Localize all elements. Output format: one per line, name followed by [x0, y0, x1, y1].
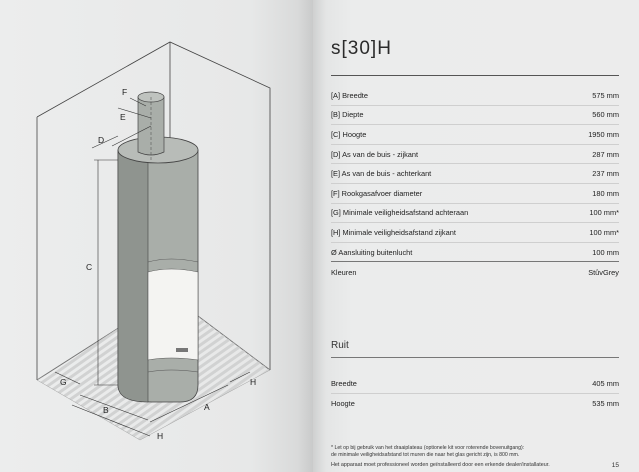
spec-row [331, 125, 619, 145]
spec-row [331, 106, 619, 126]
spec-row [331, 243, 619, 263]
spec-label: [B] Diepte [331, 110, 364, 120]
page-footer [331, 462, 619, 469]
spec-value: 575 mm [592, 90, 619, 100]
spec-value: 560 mm [592, 110, 619, 120]
spec-label: [H] Minimale veiligheidsafstand zijkant [331, 227, 456, 237]
title-divider [331, 75, 619, 76]
ruit-row [331, 394, 619, 414]
ruit-label: Breedte [331, 378, 357, 388]
stove [118, 137, 198, 402]
model-title: s[30]H [331, 38, 392, 59]
label-h-side: H [250, 377, 257, 387]
ruit-label: Hoogte [331, 398, 355, 408]
ruit-value: 405 mm [592, 378, 619, 388]
spec-label: [F] Rookgasafvoer diameter [331, 188, 423, 198]
spec-row [331, 164, 619, 184]
footnote-line: de minimale veiligheidsafstand tot muren die naar het glas gericht zijn, is 800 mm. [331, 451, 520, 458]
stove-installation-diagram [0, 0, 313, 472]
spec-value: 100 mm [592, 247, 619, 257]
spec-label: [D] As van de buis - zijkant [331, 149, 419, 159]
spec-table [331, 86, 619, 282]
spec-label: [E] As van de buis - achterkant [331, 169, 432, 179]
label-b: B [103, 405, 109, 415]
spec-row [331, 86, 619, 106]
footer-text: Het apparaat moet professioneel worden geïnstalleerd door een erkende dealer/installateur. [331, 462, 550, 468]
label-e: E [120, 112, 126, 122]
label-h-front: H [157, 431, 164, 441]
label-d: D [98, 135, 105, 145]
spec-label: [C] Hoogte [331, 129, 367, 139]
spec-value: 100 mm* [589, 227, 619, 237]
spec-row [331, 145, 619, 165]
spec-value: 237 mm [592, 169, 619, 179]
ruit-value: 535 mm [592, 398, 619, 408]
spec-label: Ø Aansluiting buitenlucht [331, 247, 413, 257]
spec-value: 180 mm [592, 188, 619, 198]
label-g: G [60, 377, 67, 387]
spec-value: 1950 mm [588, 129, 619, 139]
spec-label: Kleuren [331, 267, 357, 277]
spec-label: [A] Breedte [331, 90, 368, 100]
ruit-title: Ruit [331, 340, 349, 351]
spec-value: 100 mm* [589, 208, 619, 218]
label-a: A [204, 402, 210, 412]
page-number: 15 [611, 462, 619, 469]
label-f: F [122, 87, 128, 97]
label-c: C [86, 262, 93, 272]
spec-value: StûvGrey [588, 267, 619, 277]
spec-row [331, 204, 619, 224]
spec-value: 287 mm [592, 149, 619, 159]
ruit-table [331, 374, 619, 413]
spec-row [331, 184, 619, 204]
footnote [331, 445, 619, 458]
spec-label: [G] Minimale veiligheidsafstand achteraan [331, 208, 469, 218]
ruit-row [331, 374, 619, 394]
right-page [313, 0, 639, 472]
ruit-divider [331, 357, 619, 358]
spec-row [331, 223, 619, 243]
footnote-line: * Let op bij gebruik van het draaiplateau (optionele kit voor roterende bovenuitgang): [331, 445, 525, 451]
spec-row [331, 262, 619, 282]
left-page [0, 0, 313, 472]
